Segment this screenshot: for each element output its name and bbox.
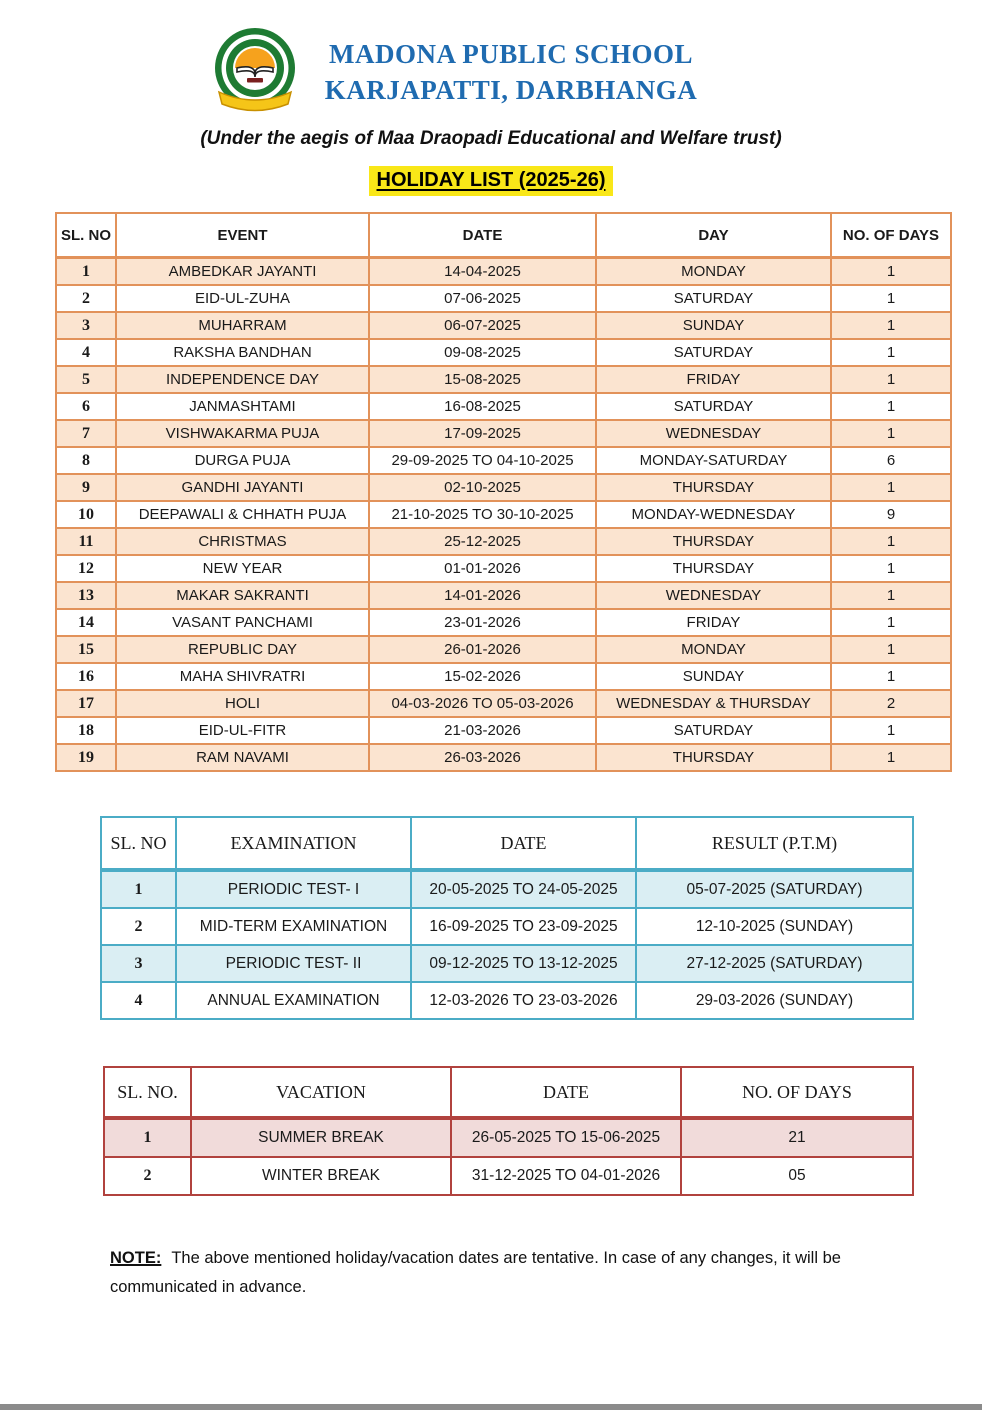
table-cell: MAHA SHIVRATRI	[116, 663, 369, 690]
table-cell: 1	[831, 744, 951, 771]
table-cell: 4	[56, 339, 116, 366]
table-cell: 1	[831, 285, 951, 312]
table-cell: DURGA PUJA	[116, 447, 369, 474]
table-cell: 26-05-2025 TO 15-06-2025	[451, 1118, 681, 1157]
table-cell: 1	[831, 420, 951, 447]
table-cell: RAM NAVAMI	[116, 744, 369, 771]
table-cell: 01-01-2026	[369, 555, 596, 582]
examination-table-body	[101, 870, 913, 1019]
table-cell: SUNDAY	[596, 312, 831, 339]
table-cell: SATURDAY	[596, 393, 831, 420]
table-cell: SATURDAY	[596, 285, 831, 312]
table-cell: PERIODIC TEST- II	[176, 945, 411, 982]
table-row	[56, 366, 951, 393]
column-header: DATE	[451, 1067, 681, 1118]
table-cell: 2	[101, 908, 176, 945]
table-cell: 1	[104, 1118, 191, 1157]
table-cell: 1	[831, 663, 951, 690]
table-cell: 26-01-2026	[369, 636, 596, 663]
table-cell: 5	[56, 366, 116, 393]
column-header: EXAMINATION	[176, 817, 411, 870]
table-cell: ANNUAL EXAMINATION	[176, 982, 411, 1019]
table-cell: 16	[56, 663, 116, 690]
table-cell: 9	[56, 474, 116, 501]
table-cell: 2	[831, 690, 951, 717]
note-label: NOTE:	[110, 1249, 162, 1267]
table-row	[56, 609, 951, 636]
table-cell: 11	[56, 528, 116, 555]
table-cell: 12-10-2025 (SUNDAY)	[636, 908, 913, 945]
table-cell: 1	[831, 555, 951, 582]
table-cell: WINTER BREAK	[191, 1157, 451, 1195]
table-cell: GANDHI JAYANTI	[116, 474, 369, 501]
table-cell: 1	[831, 312, 951, 339]
table-cell: 1	[831, 339, 951, 366]
table-cell: 14-01-2026	[369, 582, 596, 609]
column-header: NO. OF DAYS	[831, 213, 951, 258]
table-cell: 12	[56, 555, 116, 582]
table-cell: 7	[56, 420, 116, 447]
table-row	[56, 690, 951, 717]
scan-edge-bar	[0, 1404, 982, 1410]
table-cell: SUMMER BREAK	[191, 1118, 451, 1157]
vacation-table-head	[104, 1067, 913, 1118]
table-cell: 05	[681, 1157, 913, 1195]
table-row	[56, 744, 951, 771]
table-cell: WEDNESDAY & THURSDAY	[596, 690, 831, 717]
header-row	[101, 817, 913, 870]
table-cell: REPUBLIC DAY	[116, 636, 369, 663]
table-cell: 12-03-2026 TO 23-03-2026	[411, 982, 636, 1019]
table-cell: VASANT PANCHAMI	[116, 609, 369, 636]
table-cell: 1	[831, 474, 951, 501]
table-cell: 1	[831, 609, 951, 636]
table-cell: 3	[56, 312, 116, 339]
table-cell: 02-10-2025	[369, 474, 596, 501]
table-cell: 1	[101, 870, 176, 908]
holiday-table-head	[56, 213, 951, 258]
table-cell: 29-09-2025 TO 04-10-2025	[369, 447, 596, 474]
table-cell: 6	[831, 447, 951, 474]
table-cell: 10	[56, 501, 116, 528]
column-header: SL. NO	[101, 817, 176, 870]
table-row	[104, 1157, 913, 1195]
table-cell: 20-05-2025 TO 24-05-2025	[411, 870, 636, 908]
table-row	[101, 982, 913, 1019]
table-cell: MAKAR SAKRANTI	[116, 582, 369, 609]
table-row	[56, 501, 951, 528]
table-row	[56, 312, 951, 339]
table-cell: 1	[831, 393, 951, 420]
table-row	[101, 870, 913, 908]
page-title: HOLIDAY LIST (2025-26)	[369, 166, 614, 196]
table-cell: 1	[831, 582, 951, 609]
note	[110, 1244, 892, 1302]
table-cell: 25-12-2025	[369, 528, 596, 555]
table-cell: SATURDAY	[596, 717, 831, 744]
table-cell: 05-07-2025 (SATURDAY)	[636, 870, 913, 908]
table-cell: SUNDAY	[596, 663, 831, 690]
header-row	[56, 213, 951, 258]
table-cell: WEDNESDAY	[596, 582, 831, 609]
table-cell: 1	[831, 366, 951, 393]
table-cell: EID-UL-ZUHA	[116, 285, 369, 312]
column-header: NO. OF DAYS	[681, 1067, 913, 1118]
holiday-table	[55, 212, 952, 772]
examination-table	[100, 816, 914, 1020]
table-cell: JANMASHTAMI	[116, 393, 369, 420]
table-cell: THURSDAY	[596, 474, 831, 501]
table-cell: 14-04-2025	[369, 258, 596, 286]
table-cell: 15	[56, 636, 116, 663]
table-cell: 2	[56, 285, 116, 312]
table-cell: 1	[831, 258, 951, 286]
table-cell: 1	[56, 258, 116, 286]
column-header: VACATION	[191, 1067, 451, 1118]
column-header: RESULT (P.T.M)	[636, 817, 913, 870]
table-cell: FRIDAY	[596, 609, 831, 636]
table-cell: 1	[831, 636, 951, 663]
table-cell: 16-08-2025	[369, 393, 596, 420]
table-cell: SATURDAY	[596, 339, 831, 366]
table-cell: 15-02-2026	[369, 663, 596, 690]
table-cell: 8	[56, 447, 116, 474]
table-cell: 17-09-2025	[369, 420, 596, 447]
table-row	[56, 393, 951, 420]
column-header: DATE	[369, 213, 596, 258]
table-cell: MUHARRAM	[116, 312, 369, 339]
school-crest-icon	[205, 26, 305, 118]
table-cell: 14	[56, 609, 116, 636]
table-cell: 18	[56, 717, 116, 744]
table-cell: THURSDAY	[596, 555, 831, 582]
table-cell: 23-01-2026	[369, 609, 596, 636]
examination-table-head	[101, 817, 913, 870]
table-row	[56, 528, 951, 555]
table-cell: THURSDAY	[596, 744, 831, 771]
table-cell: 26-03-2026	[369, 744, 596, 771]
table-row	[56, 339, 951, 366]
table-cell: FRIDAY	[596, 366, 831, 393]
table-row	[56, 555, 951, 582]
table-cell: 1	[831, 528, 951, 555]
table-cell: 19	[56, 744, 116, 771]
table-cell: 1	[831, 717, 951, 744]
table-cell: 21-03-2026	[369, 717, 596, 744]
table-cell: 09-08-2025	[369, 339, 596, 366]
table-row	[56, 636, 951, 663]
school-name	[325, 36, 698, 108]
table-cell: AMBEDKAR JAYANTI	[116, 258, 369, 286]
vacation-table-body	[104, 1118, 913, 1195]
table-cell: RAKSHA BANDHAN	[116, 339, 369, 366]
table-row	[56, 474, 951, 501]
column-header: EVENT	[116, 213, 369, 258]
table-row	[56, 285, 951, 312]
table-cell: 2	[104, 1157, 191, 1195]
school-name-line1: MADONA PUBLIC SCHOOL	[328, 39, 694, 69]
table-cell: 16-09-2025 TO 23-09-2025	[411, 908, 636, 945]
table-cell: 07-06-2025	[369, 285, 596, 312]
table-cell: INDEPENDENCE DAY	[116, 366, 369, 393]
table-cell: MONDAY	[596, 258, 831, 286]
table-cell: 04-03-2026 TO 05-03-2026	[369, 690, 596, 717]
document-header	[0, 0, 982, 118]
table-row	[56, 447, 951, 474]
table-cell: MONDAY-WEDNESDAY	[596, 501, 831, 528]
table-cell: CHRISTMAS	[116, 528, 369, 555]
table-cell: 21-10-2025 TO 30-10-2025	[369, 501, 596, 528]
table-row	[56, 717, 951, 744]
table-cell: 09-12-2025 TO 13-12-2025	[411, 945, 636, 982]
table-cell: 29-03-2026 (SUNDAY)	[636, 982, 913, 1019]
vacation-table	[103, 1066, 914, 1196]
school-name-line2: KARJAPATTI, DARBHANGA	[324, 75, 698, 105]
table-cell: 13	[56, 582, 116, 609]
table-cell: 21	[681, 1118, 913, 1157]
table-cell: 9	[831, 501, 951, 528]
table-cell: EID-UL-FITR	[116, 717, 369, 744]
column-header: SL. NO.	[104, 1067, 191, 1118]
table-row	[56, 582, 951, 609]
table-cell: MID-TERM EXAMINATION	[176, 908, 411, 945]
doc-title-wrap	[0, 166, 982, 196]
table-cell: VISHWAKARMA PUJA	[116, 420, 369, 447]
table-cell: 4	[101, 982, 176, 1019]
table-cell: MONDAY-SATURDAY	[596, 447, 831, 474]
table-cell: 3	[101, 945, 176, 982]
table-cell: HOLI	[116, 690, 369, 717]
table-row	[101, 945, 913, 982]
table-row	[101, 908, 913, 945]
table-cell: NEW YEAR	[116, 555, 369, 582]
table-cell: 31-12-2025 TO 04-01-2026	[451, 1157, 681, 1195]
table-cell: 15-08-2025	[369, 366, 596, 393]
column-header: SL. NO	[56, 213, 116, 258]
table-row	[56, 258, 951, 286]
table-row	[56, 420, 951, 447]
header-row	[104, 1067, 913, 1118]
table-row	[104, 1118, 913, 1157]
note-text: The above mentioned holiday/vacation dates are tentative. In case of any changes, it will be communicated in advance.	[110, 1249, 841, 1296]
table-cell: 27-12-2025 (SATURDAY)	[636, 945, 913, 982]
holiday-table-body	[56, 258, 951, 772]
table-cell: PERIODIC TEST- I	[176, 870, 411, 908]
table-cell: WEDNESDAY	[596, 420, 831, 447]
table-cell: 17	[56, 690, 116, 717]
column-header: DATE	[411, 817, 636, 870]
trust-subtitle: (Under the aegis of Maa Draopadi Educational and Welfare trust)	[200, 128, 782, 149]
table-row	[56, 663, 951, 690]
table-cell: DEEPAWALI & CHHATH PUJA	[116, 501, 369, 528]
table-cell: THURSDAY	[596, 528, 831, 555]
table-cell: 6	[56, 393, 116, 420]
table-cell: 06-07-2025	[369, 312, 596, 339]
table-cell: MONDAY	[596, 636, 831, 663]
column-header: DAY	[596, 213, 831, 258]
